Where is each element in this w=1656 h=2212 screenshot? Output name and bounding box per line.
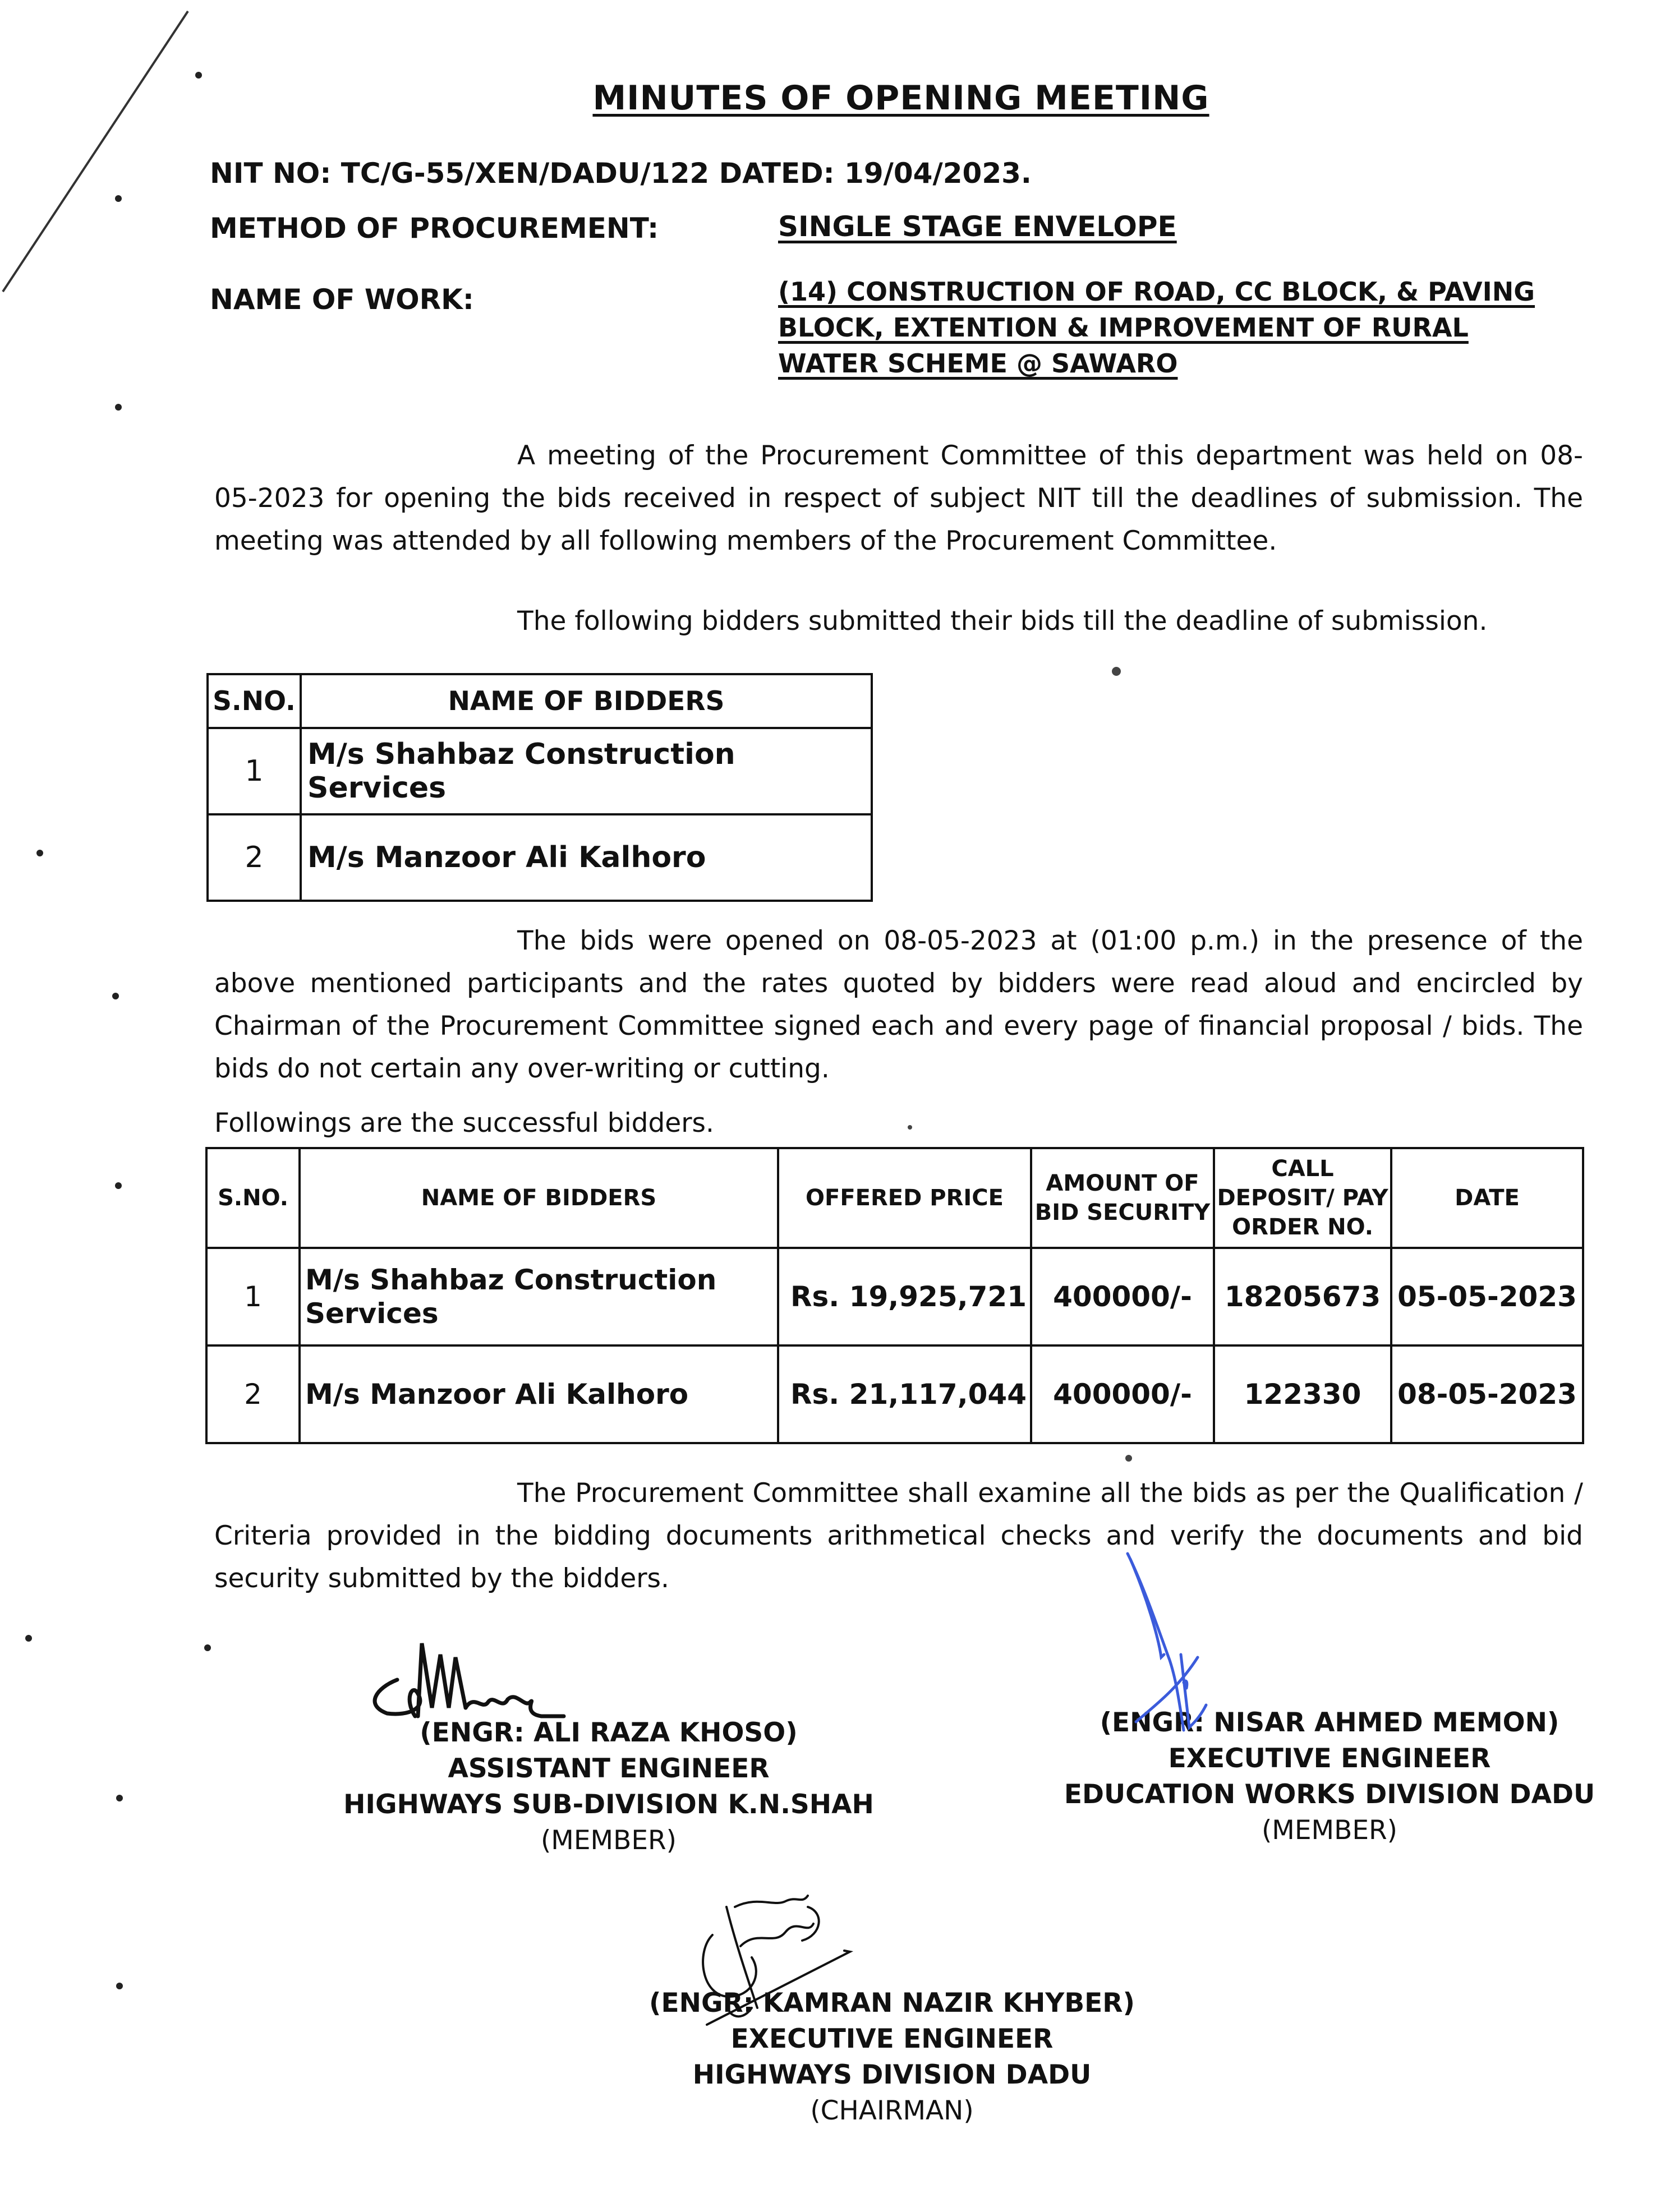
bidders-table: [206, 673, 873, 902]
table-header-row: [206, 1148, 1583, 1248]
margin-dot: [116, 1795, 123, 1801]
signatory-office: EDUCATION WORKS DIVISION DADU: [1064, 1779, 1595, 1810]
name-of-work-value: (14) CONSTRUCTION OF ROAD, CC BLOCK, & PAVING BLOCK, EXTENTION & IMPROVEMENT OF RURAL WATER SCHEME @ SAWARO: [778, 276, 1535, 379]
signature-ali-raza-khoso: [375, 1643, 564, 1716]
signatory-block-chairman: [640, 1985, 1144, 2129]
meeting-paragraph: [214, 435, 1583, 563]
margin-dot: [115, 404, 122, 411]
signatory-designation: EXECUTIVE ENGINEER: [730, 2024, 1054, 2054]
cell-sno: 1: [206, 1248, 300, 1345]
date-value: 08-05-2023: [1397, 1378, 1577, 1411]
header-sno: S.NO.: [206, 1148, 300, 1248]
cell-sno: 2: [208, 814, 301, 901]
signatory-name: (ENGR: KAMRAN NAZIR KHYBER): [649, 1988, 1135, 2019]
margin-dot: [204, 1644, 211, 1651]
bid-security-value: 400000/-: [1053, 1280, 1192, 1313]
opening-paragraph-text: The bids were opened on 08-05-2023 at (01:00 p.m.) in the presence of the above mentioned participants and the rates quoted by bidders were read aloud and encircled by Chairman of the Procurement Committee signed each and every page of financial proposal / bids. The bids do not certain any over-writing or cutting.: [214, 925, 1583, 1084]
method-of-procurement-label: METHOD OF PROCUREMENT:: [210, 212, 659, 245]
margin-dot: [115, 195, 122, 202]
pay-order-value: 18205673: [1224, 1280, 1381, 1313]
bid-security-value: 400000/-: [1053, 1378, 1192, 1411]
cell-date: [1391, 1345, 1583, 1443]
signatory-role: (MEMBER): [540, 1825, 677, 1856]
cell-sno: 2: [206, 1345, 300, 1443]
header-price: OFFERED PRICE: [778, 1148, 1031, 1248]
cell-price: Rs. 21,117,044: [778, 1345, 1031, 1443]
date-value: 05-05-2023: [1397, 1280, 1577, 1313]
scan-edge-line: [3, 11, 188, 292]
cell-sno: 1: [208, 728, 301, 814]
cell-name: M/s Shahbaz Construction Services: [300, 1248, 778, 1345]
signatory-office: HIGHWAYS SUB-DIVISION K.N.SHAH: [343, 1789, 874, 1820]
meeting-paragraph-text: A meeting of the Procurement Committee of this department was held on 08-05-2023 for opening the bids received in respect of subject NIT till the deadlines of submission. The meeting was attended by all following members of the Procurement Committee.: [214, 440, 1583, 556]
margin-dot: [36, 850, 43, 856]
signatory-name: (ENGR: NISAR AHMED MEMON): [1100, 1707, 1560, 1738]
cell-name: M/s Shahbaz Construction Services: [301, 728, 872, 814]
table-row: [206, 1248, 1583, 1345]
opening-paragraph: [214, 920, 1583, 1090]
cell-name: M/s Manzoor Ali Kalhoro: [300, 1345, 778, 1443]
examination-paragraph-text: The Procurement Committee shall examine all the bids as per the Qualification / Criteria provided in the bidding documents arithmetical checks and verify the documents and bid security submitted by the bidders.: [214, 1478, 1583, 1594]
signatory-block-member-1: [314, 1715, 903, 1859]
table-row: [208, 814, 872, 901]
header-sno: S.NO.: [208, 674, 301, 728]
bidders-intro-paragraph: The following bidders submitted their bids till the deadline of submission.: [517, 606, 1488, 637]
signatory-designation: ASSISTANT ENGINEER: [448, 1753, 770, 1784]
table-header-row: [208, 674, 872, 728]
header-date: DATE: [1391, 1148, 1583, 1248]
header-name: NAME OF BIDDERS: [300, 1148, 778, 1248]
signatory-name: (ENGR: ALI RAZA KHOSO): [420, 1717, 798, 1748]
header-name: NAME OF BIDDERS: [301, 674, 872, 728]
header-pay-order: CALL DEPOSIT/ PAY ORDER NO.: [1214, 1148, 1391, 1248]
margin-dot: [195, 72, 202, 79]
method-of-procurement-value: SINGLE STAGE ENVELOPE: [778, 210, 1177, 243]
signatory-role: (CHAIRMAN): [810, 2095, 974, 2126]
cell-bid-security: [1031, 1248, 1214, 1345]
signatory-block-member-2: [1049, 1705, 1610, 1849]
header-bid-security: AMOUNT OF BID SECURITY: [1031, 1148, 1214, 1248]
margin-dot: [115, 1182, 122, 1189]
margin-dot: [112, 993, 119, 999]
signatory-designation: EXECUTIVE ENGINEER: [1168, 1743, 1491, 1774]
cell-pay-order: [1214, 1345, 1391, 1443]
pay-order-value: 122330: [1244, 1378, 1361, 1411]
nit-line: NIT NO: TC/G-55/XEN/DADU/122 DATED: 19/04/2023.: [210, 157, 1032, 190]
cell-bid-security: [1031, 1345, 1214, 1443]
cell-pay-order: [1214, 1248, 1391, 1345]
table-row: [206, 1345, 1583, 1443]
signatory-office: HIGHWAYS DIVISION DADU: [692, 2059, 1092, 2090]
cell-price: Rs. 19,925,721: [778, 1248, 1031, 1345]
signatory-role: (MEMBER): [1261, 1815, 1398, 1846]
successful-bidders-table: [205, 1147, 1584, 1444]
table-row: [208, 728, 872, 814]
margin-dot: [25, 1635, 32, 1642]
successful-intro: Followings are the successful bidders.: [214, 1108, 714, 1139]
margin-dot: [116, 1983, 123, 1989]
name-of-work-label: NAME OF WORK:: [210, 283, 474, 316]
cell-name: M/s Manzoor Ali Kalhoro: [301, 814, 872, 901]
cell-date: [1391, 1248, 1583, 1345]
examination-paragraph: [214, 1472, 1583, 1600]
document-title: MINUTES OF OPENING MEETING: [592, 79, 1209, 118]
